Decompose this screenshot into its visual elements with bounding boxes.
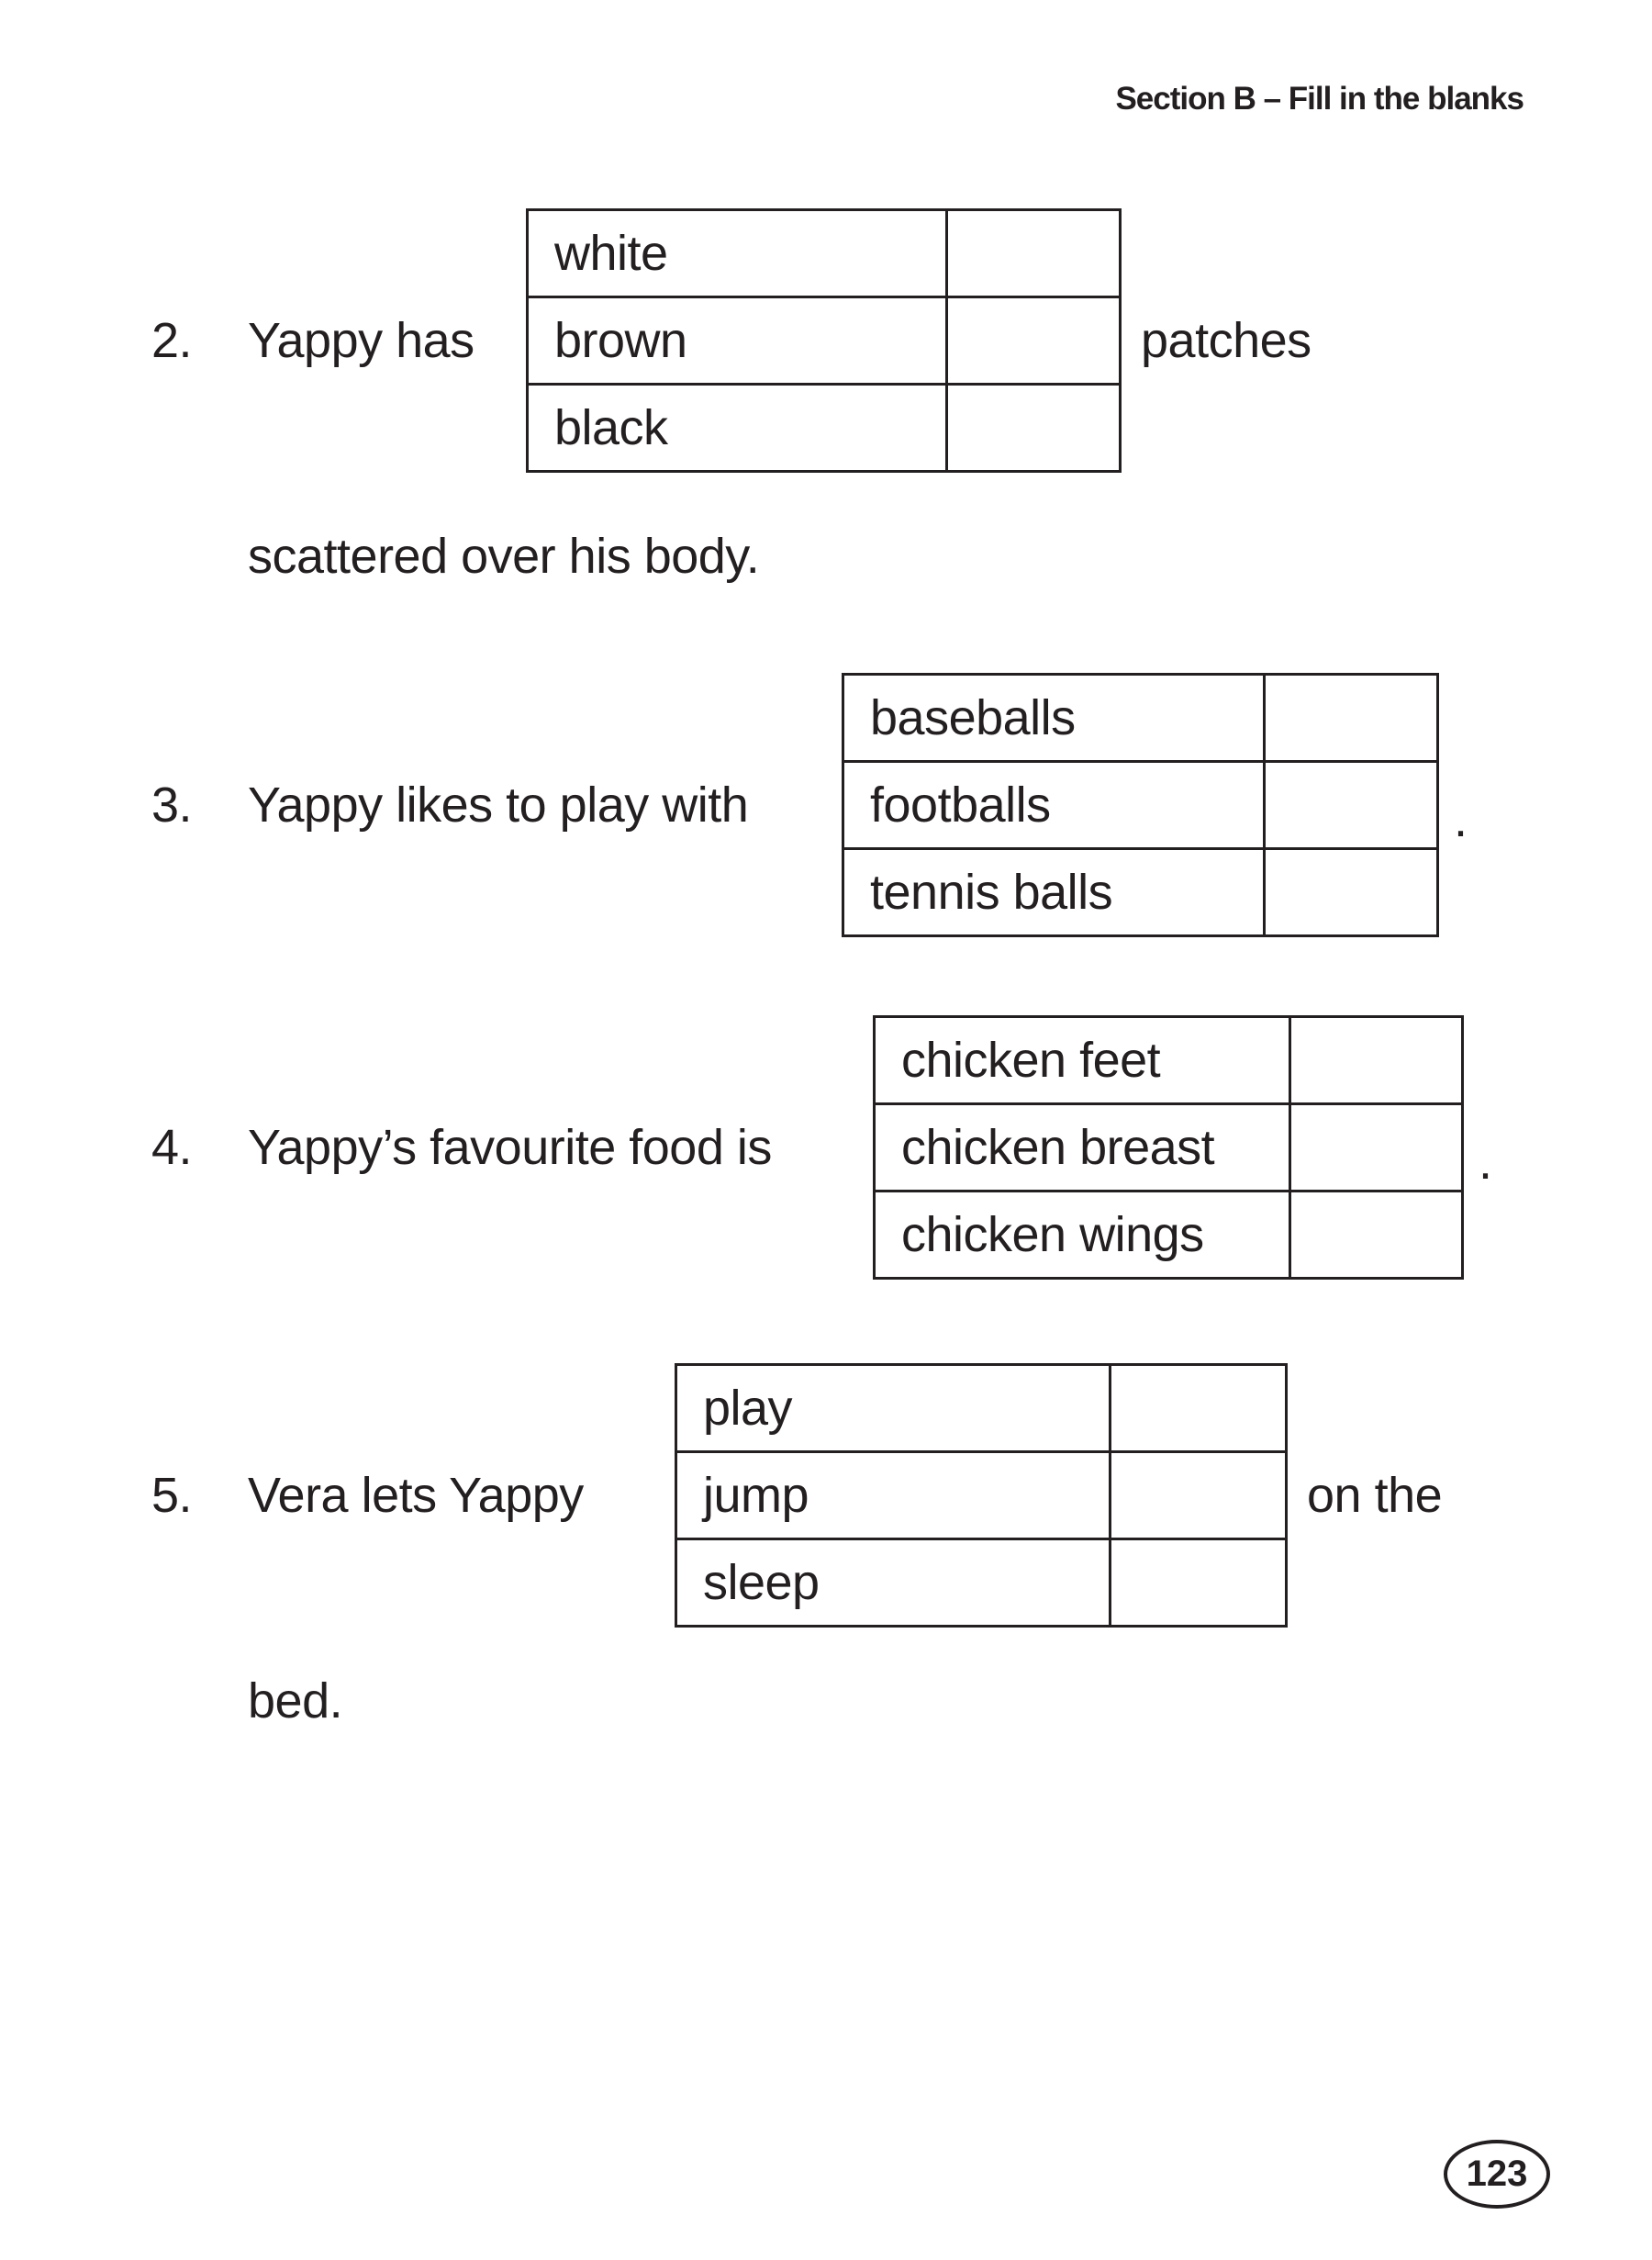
choice-row	[528, 385, 1121, 472]
choice-word: chicken feet	[875, 1017, 1290, 1104]
choice-word: footballs	[843, 762, 1265, 849]
choice-word: brown	[528, 297, 947, 385]
answer-box[interactable]	[1290, 1192, 1463, 1279]
question-number: 5.	[151, 1467, 193, 1523]
question-pre-text: Yappy’s favourite food is	[248, 1119, 772, 1175]
question-2	[151, 208, 1312, 473]
answer-box[interactable]	[947, 385, 1121, 472]
answer-box[interactable]	[947, 210, 1121, 297]
question-5	[151, 1363, 1442, 1628]
choice-row	[676, 1452, 1287, 1539]
choice-word: sleep	[676, 1539, 1111, 1627]
question-4	[151, 1015, 1492, 1280]
question-number: 2.	[151, 312, 193, 368]
answer-box[interactable]	[1265, 849, 1438, 936]
choice-row	[843, 675, 1438, 762]
choice-row	[875, 1017, 1463, 1104]
answer-box[interactable]	[1290, 1104, 1463, 1192]
question-pre-text: Yappy has	[248, 312, 474, 368]
answer-box[interactable]	[1290, 1017, 1463, 1104]
choice-row	[875, 1192, 1463, 1279]
choice-word: tennis balls	[843, 849, 1265, 936]
answer-box[interactable]	[1111, 1365, 1287, 1452]
answer-box[interactable]	[1265, 762, 1438, 849]
choice-table	[873, 1015, 1464, 1280]
choice-row	[843, 762, 1438, 849]
choice-row	[676, 1365, 1287, 1452]
question-pre-text: Yappy likes to play with	[248, 777, 749, 833]
choice-word: chicken breast	[875, 1104, 1290, 1192]
section-header: Section B – Fill in the blanks	[1115, 81, 1524, 117]
choice-word: jump	[676, 1452, 1111, 1539]
answer-box[interactable]	[1111, 1452, 1287, 1539]
question-continuation: bed.	[248, 1673, 343, 1729]
choice-table	[842, 673, 1439, 937]
page-number-badge	[1444, 2140, 1550, 2209]
choice-word: black	[528, 385, 947, 472]
question-number: 4.	[151, 1119, 193, 1175]
answer-box[interactable]	[1111, 1539, 1287, 1627]
question-continuation: scattered over his body.	[248, 529, 760, 584]
choice-table	[675, 1363, 1288, 1628]
choice-word: play	[676, 1365, 1111, 1452]
page-number: 123	[1466, 2154, 1528, 2194]
question-pre-text: Vera lets Yappy	[248, 1467, 584, 1523]
question-post-text: patches	[1141, 312, 1312, 368]
question-post-text: .	[1479, 1134, 1492, 1190]
answer-box[interactable]	[947, 297, 1121, 385]
question-number: 3.	[151, 777, 193, 833]
choice-row	[843, 849, 1438, 936]
choice-word: baseballs	[843, 675, 1265, 762]
choice-row	[528, 210, 1121, 297]
answer-box[interactable]	[1265, 675, 1438, 762]
question-post-text: on the	[1307, 1467, 1443, 1523]
choice-row	[528, 297, 1121, 385]
choice-row	[676, 1539, 1287, 1627]
choice-row	[875, 1104, 1463, 1192]
choice-word: white	[528, 210, 947, 297]
choice-table	[526, 208, 1122, 473]
choice-word: chicken wings	[875, 1192, 1290, 1279]
question-3	[151, 673, 1468, 937]
question-post-text: .	[1454, 791, 1468, 847]
